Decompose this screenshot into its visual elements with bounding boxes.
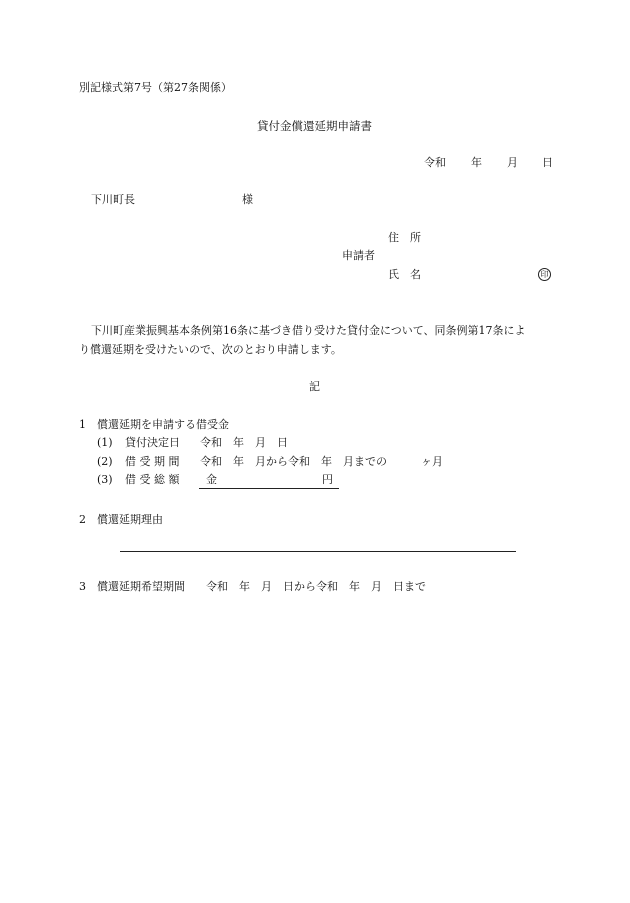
seal-mark-icon: 印: [538, 268, 551, 281]
item-2-unit: ヶ月: [421, 455, 443, 468]
addressee-honorific: 様: [242, 193, 253, 206]
date-month: 月: [507, 156, 518, 169]
amount-underline: [199, 488, 339, 489]
item-2-number: (2): [97, 455, 113, 468]
applicant-label: 申請者: [342, 249, 375, 262]
ki-heading: 記: [309, 380, 320, 393]
name-label: 氏 名: [388, 268, 421, 281]
item-1-label: 貸付決定日: [125, 436, 180, 449]
item-2-label: 借 受 期 間: [125, 455, 180, 468]
item-1-value: 令和 年 月 日: [200, 436, 288, 449]
date-era: 令和: [424, 156, 446, 169]
item-1-number: (1): [97, 436, 113, 449]
item-3-prefix: 金: [206, 473, 217, 486]
date-year: 年: [471, 156, 482, 169]
section-1-heading: 1 償還延期を申請する借受金: [79, 418, 229, 431]
addressee-name: 下川町長: [91, 193, 135, 206]
body-text-line1: 下川町産業振興基本条例第16条に基づき借り受けた貸付金について、同条例第17条によ: [91, 324, 526, 337]
item-3-suffix: 円: [322, 473, 333, 486]
item-3-number: (3): [97, 473, 113, 486]
body-text-line2: り償還延期を受けたいので、次のとおり申請します。: [79, 343, 342, 356]
document-title: 貸付金償還延期申請書: [257, 119, 372, 133]
reason-underline: [120, 551, 516, 552]
address-label: 住 所: [388, 231, 421, 244]
form-id: 別記様式第7号（第27条関係）: [79, 81, 232, 94]
item-2-value: 令和 年 月から令和 年 月までの: [200, 455, 387, 468]
section-3-value: 令和 年 月 日から令和 年 月 日まで: [206, 580, 426, 593]
section-2-heading: 2 償還延期理由: [79, 513, 163, 526]
section-3-heading: 3 償還延期希望期間: [79, 580, 185, 593]
date-day: 日: [542, 156, 553, 169]
item-3-label: 借 受 総 額: [125, 473, 180, 486]
